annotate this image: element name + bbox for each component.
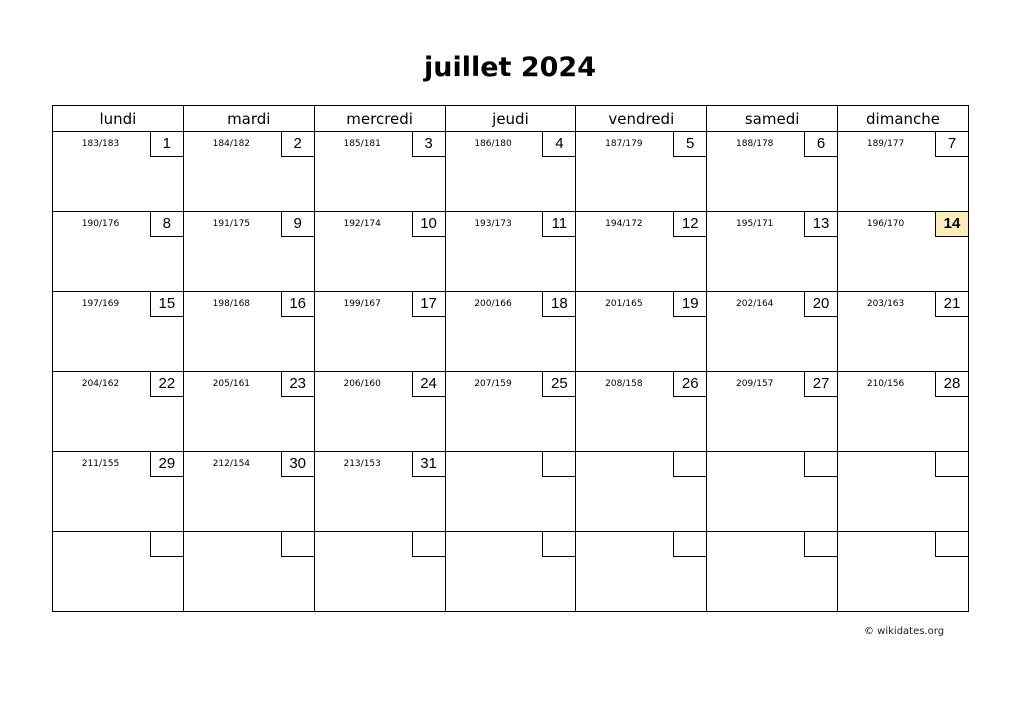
- day-of-year-label: 192/174: [343, 219, 381, 229]
- day-number: 11: [542, 212, 575, 237]
- week-row: [53, 372, 969, 452]
- day-cell: [445, 132, 576, 212]
- day-cell: [183, 212, 314, 292]
- weekday-header-row: [53, 106, 969, 132]
- day-cell: [707, 452, 838, 532]
- day-of-year-label: 191/175: [212, 219, 251, 229]
- day-number: 1: [150, 132, 183, 157]
- day-cell: [838, 292, 969, 372]
- day-number: [935, 452, 968, 477]
- day-cell: [53, 212, 184, 292]
- weekday-header: vendredi: [576, 106, 707, 132]
- day-cell: [445, 452, 576, 532]
- week-row: [53, 212, 969, 292]
- day-number: 24: [412, 372, 445, 397]
- day-of-year-label: 213/153: [343, 459, 381, 469]
- day-of-year-label: 203/163: [866, 299, 905, 309]
- day-cell: [53, 372, 184, 452]
- day-of-year-label: 208/158: [605, 379, 643, 389]
- day-number: 5: [673, 132, 706, 157]
- day-of-year-label: 194/172: [605, 219, 643, 229]
- day-of-year-label: 201/165: [605, 299, 643, 309]
- day-number: 10: [412, 212, 445, 237]
- day-number: 22: [150, 372, 183, 397]
- day-number: 25: [542, 372, 575, 397]
- day-cell: [838, 372, 969, 452]
- day-of-year-label: 183/183: [81, 139, 120, 149]
- day-cell: [445, 372, 576, 452]
- day-number-highlighted: 14: [935, 212, 968, 237]
- day-of-year-label: 188/178: [736, 139, 774, 149]
- day-number: 3: [412, 132, 445, 157]
- day-cell: [576, 372, 707, 452]
- weekday-header: jeudi: [445, 106, 576, 132]
- day-cell: [183, 292, 314, 372]
- day-number: [542, 532, 575, 557]
- day-number: [935, 532, 968, 557]
- weekday-header: lundi: [53, 106, 184, 132]
- day-number: 9: [281, 212, 314, 237]
- day-cell: [445, 292, 576, 372]
- day-number: 18: [542, 292, 575, 317]
- day-of-year-label: 210/156: [866, 379, 905, 389]
- day-cell: [445, 212, 576, 292]
- day-number: [281, 532, 314, 557]
- day-cell: [576, 212, 707, 292]
- day-number: 21: [935, 292, 968, 317]
- day-of-year-label: 211/155: [81, 459, 120, 469]
- day-cell: [314, 212, 445, 292]
- day-cell: [314, 452, 445, 532]
- day-cell: [838, 532, 969, 612]
- copyright-footer: © wikidates.org: [864, 626, 945, 637]
- day-cell: [576, 132, 707, 212]
- day-number: 19: [673, 292, 706, 317]
- day-of-year-label: 197/169: [81, 299, 120, 309]
- day-number: 29: [150, 452, 183, 477]
- day-cell: [53, 132, 184, 212]
- day-number: 23: [281, 372, 314, 397]
- day-cell: [576, 292, 707, 372]
- day-number: 12: [673, 212, 706, 237]
- day-of-year-label: 202/164: [736, 299, 774, 309]
- day-of-year-label: 204/162: [81, 379, 120, 389]
- day-number: [542, 452, 575, 477]
- day-cell: [314, 132, 445, 212]
- day-cell: [838, 212, 969, 292]
- day-of-year-label: 184/182: [212, 139, 251, 149]
- day-number: 26: [673, 372, 706, 397]
- day-number: 13: [804, 212, 837, 237]
- day-cell: [183, 132, 314, 212]
- day-number: 17: [412, 292, 445, 317]
- day-number: [804, 452, 837, 477]
- day-cell: [53, 292, 184, 372]
- day-number: [673, 452, 706, 477]
- day-of-year-label: 193/173: [474, 219, 512, 229]
- day-of-year-label: 190/176: [81, 219, 120, 229]
- day-of-year-label: 207/159: [474, 379, 512, 389]
- day-number: [804, 532, 837, 557]
- weekday-header: mardi: [183, 106, 314, 132]
- day-cell: [707, 532, 838, 612]
- day-number: 15: [150, 292, 183, 317]
- day-cell: [53, 452, 184, 532]
- day-of-year-label: 199/167: [343, 299, 381, 309]
- day-cell: [576, 452, 707, 532]
- day-of-year-label: 187/179: [605, 139, 643, 149]
- day-of-year-label: 185/181: [343, 139, 381, 149]
- day-cell: [53, 532, 184, 612]
- day-cell: [183, 452, 314, 532]
- week-row: [53, 452, 969, 532]
- day-cell: [183, 372, 314, 452]
- week-row: [53, 532, 969, 612]
- day-cell: [707, 212, 838, 292]
- day-of-year-label: 198/168: [212, 299, 251, 309]
- day-cell: [314, 292, 445, 372]
- weekday-header: samedi: [707, 106, 838, 132]
- week-row: [53, 292, 969, 372]
- day-number: 4: [542, 132, 575, 157]
- day-number: [412, 532, 445, 557]
- day-cell: [838, 452, 969, 532]
- day-cell: [314, 532, 445, 612]
- day-cell: [838, 132, 969, 212]
- day-number: 7: [935, 132, 968, 157]
- weekday-header: mercredi: [314, 106, 445, 132]
- day-number: [150, 532, 183, 557]
- calendar-grid: [52, 105, 969, 612]
- day-of-year-label: 200/166: [474, 299, 512, 309]
- day-of-year-label: 206/160: [343, 379, 381, 389]
- day-number: [673, 532, 706, 557]
- day-number: 8: [150, 212, 183, 237]
- day-cell: [183, 532, 314, 612]
- day-cell: [707, 132, 838, 212]
- day-number: 2: [281, 132, 314, 157]
- day-number: 30: [281, 452, 314, 477]
- day-number: 6: [804, 132, 837, 157]
- day-of-year-label: 196/170: [866, 219, 905, 229]
- day-number: 31: [412, 452, 445, 477]
- day-number: 20: [804, 292, 837, 317]
- week-row: [53, 132, 969, 212]
- day-of-year-label: 212/154: [212, 459, 251, 469]
- day-of-year-label: 186/180: [474, 139, 512, 149]
- day-of-year-label: 209/157: [736, 379, 774, 389]
- day-of-year-label: 205/161: [212, 379, 251, 389]
- day-cell: [707, 372, 838, 452]
- day-of-year-label: 195/171: [736, 219, 774, 229]
- calendar-title: juillet 2024: [423, 52, 596, 83]
- day-cell: [445, 532, 576, 612]
- day-cell: [576, 532, 707, 612]
- day-number: 28: [935, 372, 968, 397]
- day-number: 27: [804, 372, 837, 397]
- day-cell: [707, 292, 838, 372]
- day-of-year-label: 189/177: [866, 139, 905, 149]
- day-cell: [314, 372, 445, 452]
- weekday-header: dimanche: [838, 106, 969, 132]
- day-number: 16: [281, 292, 314, 317]
